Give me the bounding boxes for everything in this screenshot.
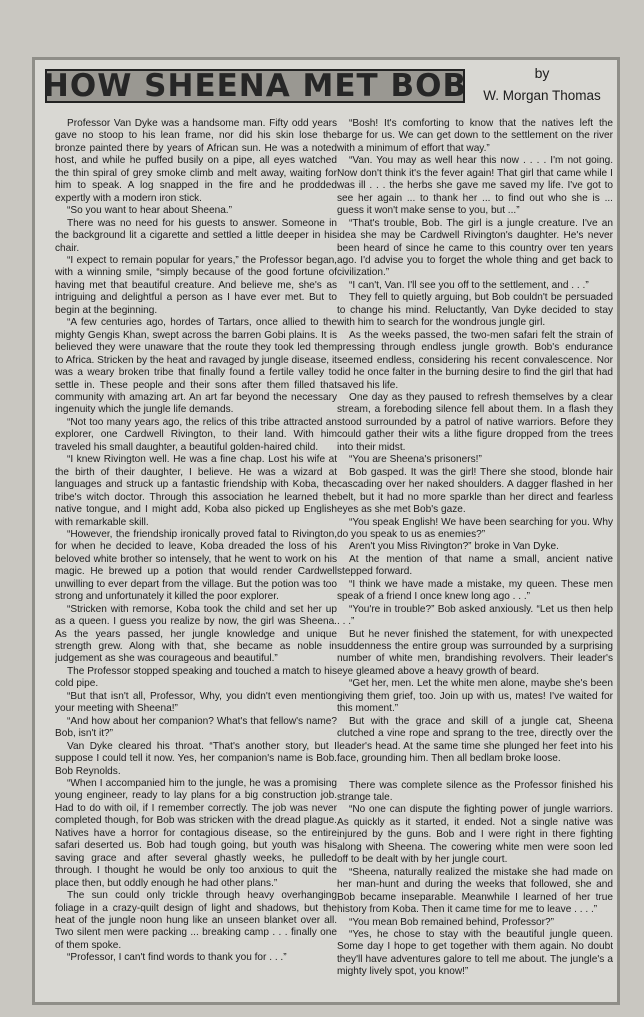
story-paragraph: At the mention of that name a small, ancient native stepped forward.	[337, 553, 613, 578]
story-paragraph: One day as they paused to refresh themselves by a clear stream, a foreboding silence fell about them. In a flash they stood surrounded by a patrol of native warriors. Before they could gather their wits a lithe figure dropped from the trees into their midst.	[337, 391, 613, 453]
story-paragraph: They fell to quietly arguing, but Bob couldn't be persuaded to change his mind. Reluctantly, Van Dyke decided to stay with him to search for the wondrous jungle girl.	[337, 292, 613, 329]
story-paragraph: “You are Sheena's prisoners!”	[349, 454, 482, 466]
story-paragraph: “I expect to remain popular for years,” the Professor began, with a winning smile, “simply because of the good fortune of having met that beautiful creature. And believe me, she's as intriguing and delightful a person as I have ever met. But to begin at the beginning.	[55, 254, 337, 316]
story-paragraph: “Van. You may as well hear this now . . . . I'm not going. Now don't think it's the fever again! That girl that came while I was ill . . . the herbs she gave me saved my life. I've got to see her again ... to thank her ... to find out who she is ... guess it won't make sense to you, but ...”	[337, 155, 613, 217]
story-paragraph: Aren't you Miss Rivington?” broke in Van Dyke.	[349, 541, 559, 553]
story-paragraph: “However, the friendship ironically proved fatal to Rivington, for when he decided to leave, Koba dreaded the loss of his beloved white brother so intensely, that he went to work on his magic. He brewed up a potion that would render Cardwell unwilling to ever depart from the village. But the potion was too strong and unfortunately it killed the poor explorer.	[55, 528, 337, 603]
story-paragraph: As the weeks passed, the two-men safari felt the strain of pressing through endless jungle growth. Bob's endurance seemed endless, considering his recent convalescence. Nor did he once falter in the burning desire to find the girl that had saved his life.	[337, 329, 613, 391]
story-paragraph: There was no need for his guests to answer. Someone in the background lit a cigarette and settled a little deeper in his chair.	[55, 217, 337, 254]
author-name: W. Morgan Thomas	[483, 88, 601, 103]
story-paragraph: Bob gasped. It was the girl! There she stood, blonde hair cascading over her naked shoulders. A dagger flashed in her belt, but it had no more sparkle than her direct and fearless eyes as she met Bob's gaze.	[337, 466, 613, 516]
story-paragraph: “A few centuries ago, hordes of Tartars, once allied to the mighty Gengis Khan, swept across the barren Gobi plains. It is believed they were unaware that the route they took led them to Africa. Stricken by the heat and ravaged by jungle disease, it was a weary broken tribe that finally found a fertile valley to settle in. These people and their sons after them filled that community with amazing art. An art far beyond the necessary ingenuity which the jungle life demands.	[55, 317, 337, 416]
story-paragraph: “But that isn't all, Professor, Why, you didn't even mention your meeting with Sheena!”	[55, 690, 337, 715]
left-column	[55, 118, 337, 998]
story-paragraph: The sun could only trickle through heavy overhanging foliage in a crazy-quilt design of light and shadows, but the heat of the jungle noon hung like an unseen blanket over all. Two silent men were packing ... breaking camp . . . finally one of them spoke.	[55, 890, 337, 951]
story-paragraph: “You speak English! We have been searching for you. Why do you speak to us as enemies?”	[337, 516, 613, 540]
story-paragraph: “I can't, Van. I'll see you off to the settlement, and . . .”	[349, 279, 589, 291]
story-paragraph: “Bosh! It's comforting to know that the natives left the barge for us. We can get down to the settlement on the river with a minimum of effort that way.”	[337, 118, 613, 154]
story-paragraph: “So you want to hear about Sheena.”	[67, 205, 232, 217]
story-paragraph: But with the grace and skill of a jungle cat, Sheena clutched a vine rope and sprang to the tree, directly over the leader's head. At the same time she plunged her feet into his face, grounding him. Then all bedlam broke loose.	[337, 715, 613, 765]
story-paragraph: The Professor stopped speaking and touched a match to his cold pipe.	[55, 665, 337, 690]
story-paragraph: “You're in trouble?” Bob asked anxiously. “Let us then help . . .”	[337, 603, 613, 628]
story-paragraph: There was complete silence as the Professor finished his strange tale.	[337, 779, 613, 804]
right-column	[337, 118, 613, 998]
byline-by: by	[534, 65, 550, 81]
story-paragraph: “Not too many years ago, the relics of this tribe attracted an explorer, one Cardwell Rivington, to their land. With him traveled his small daughter, a beautiful golden-haired child.	[55, 416, 337, 453]
story-paragraph: “And how about her companion? What's that fellow's name? Bob, isn't it?”	[55, 715, 337, 740]
story-paragraph: Van Dyke cleared his throat. “That's another story, but I suppose I could tell it now. Yes, her companion's name is Bob. Bob Reynolds.	[55, 740, 337, 777]
story-paragraph: “Yes, he chose to stay with the beautiful jungle queen. Some day I hope to get together with them again. No doubt they'll have adventures galore to tell me about. The jungle's a mighty lively spot, you know!”	[337, 929, 613, 978]
byline	[471, 64, 613, 105]
story-paragraph: Professor Van Dyke was a handsome man. Fifty odd years gave no stoop to his lean frame, nor did his skin lose the bronze painted there by years of African sun. He was a noted host, and while he puffed busily on a pipe, all eyes watched the thin spiral of grey smoke climb and melt away, waiting for him to speak. A log snapped in the fire and he prodded expertly with a modern iron stick.	[55, 118, 337, 204]
article-frame	[32, 57, 620, 1005]
title-banner	[42, 68, 468, 104]
story-paragraph: “I think we have made a mistake, my queen. These men speak of a friend I once knew long ago . . .”	[337, 578, 613, 603]
story-paragraph: But he never finished the statement, for with unexpected suddenness the entire group was surrounded by a surprising number of white men, brandishing revolvers. Their leader's eye gleamed above a heavy growth of beard.	[337, 628, 613, 677]
story-paragraph: “I knew Rivington well. He was a fine chap. Lost his wife at the birth of their daughter, I believe. He was a wizard at languages and struck up a fantastic friendship with Koba, the tribe's witch doctor. Through this association he learned the native tongue, and I might add, Koba also picked up English with remarkable skill.	[55, 454, 337, 528]
story-paragraph: “Get her, men. Let the white men alone, maybe she's been giving them grief, too. Join up with us, mates! I've waited for this moment.”	[337, 678, 613, 715]
story-paragraph: “No one can dispute the fighting power of jungle warriors. As quickly as it started, it ended. Not a single native was injured by the guns. Bob and I were right in there fighting along with Sheena. The cowering white men were soon led off to be dealt with by her jungle court.	[337, 804, 613, 866]
story-paragraph: “You mean Bob remained behind, Professor?”	[349, 916, 554, 928]
story-paragraph: “When I accompanied him to the jungle, he was a promising young engineer, ready to lay plans for a big construction job. Had to do with oil, if I remember correctly. The job was never completed though, for Bob was stricken with the dread plague. Natives have a horror for contagious disease, so the entire safari deserted us. Bob had tough going, but youth was his saving grace and after several ghastly weeks, he pulled through. I thought he would be only too anxious to quit the place then, but oddly enough he had other plans.”	[55, 778, 337, 889]
story-paragraph: “Sheena, naturally realized the mistake she had made on her man-hunt and during the weeks that followed, she and Bob became inseparable. Meanwhile I learned of her true history from Koba. Then it came time for me to leave . . . .”	[337, 866, 613, 916]
story-paragraph: “Professor, I can't find words to thank you for . . .”	[67, 952, 287, 964]
story-paragraph: “That's trouble, Bob. The girl is a jungle creature. I've an idea she may be Cardwell Rivington's daughter. He's never been heard of since he came to this country over ten years ago. I'd advise you to forget the whole thing and get back to civilization.”	[337, 217, 613, 279]
story-paragraph: “Stricken with remorse, Koba took the child and set her up as a queen. I guess you realize by now, the girl was Sheena. As the years passed, her jungle knowledge and unique strength grew. Along with that, she became as noble in judgement as she was courageous and beautiful.”	[55, 603, 337, 665]
article-title: HOW SHEENA MET BOB	[42, 68, 468, 104]
